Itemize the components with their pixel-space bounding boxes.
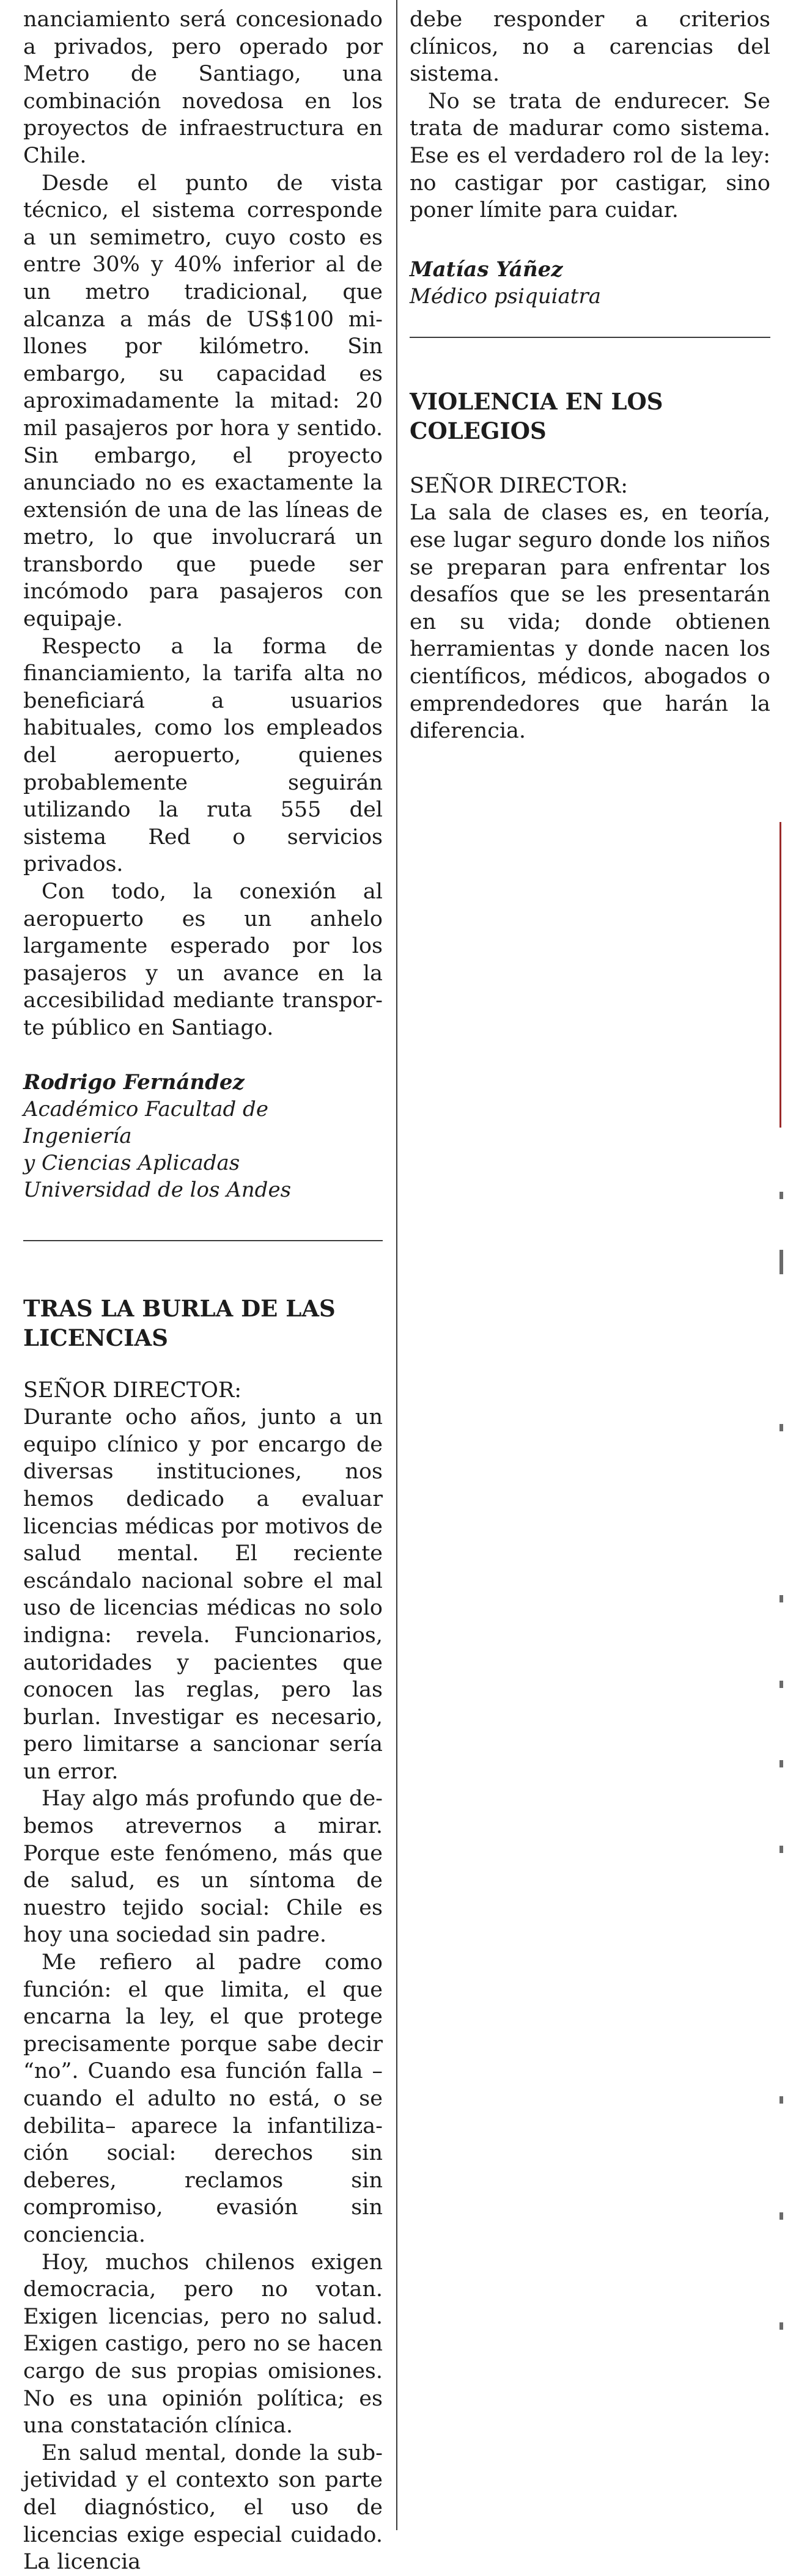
article-title: VIOLENCIA EN LOS COLEGIOS: [410, 387, 663, 444]
article-licencias-continuation: [410, 6, 770, 310]
article-airport-continuation: [23, 6, 383, 1203]
salutation: SEÑOR DIRECTOR:: [23, 1378, 242, 1403]
article-title: LICENCIAS: [23, 1324, 168, 1351]
paragraph: Hay algo más profundo que debemos atrevernos a mirar. Porque este fenómeno, más que de salud, es un síntoma de nuestro tejido social: Chile es hoy una sociedad sin padre.: [23, 1786, 383, 1948]
edge-fragment: [779, 1681, 783, 1688]
author-name: Rodrigo Fernández: [23, 1070, 245, 1095]
paragraph: La sala de clases es, en teoría, ese lugar seguro donde los niños se preparan para enfrentar los desafíos que se les presentarán en su vida; donde obtienen herramientas y donde nacen los científicos, médicos, abogados o emprendedores que harán la diferencia.: [410, 501, 770, 744]
page-edge-fragments: [779, 0, 785, 2566]
paragraph: Me refiero al padre como función: el que limita, el que encarna la ley, el que protege precisamente porque sabe decir “no”. Cuando esa función falla –cuando el adulto no está, o se debilita– aparece la infantilización social: derechos sin deberes, reclamos sin compromiso, evasión sin conciencia.: [23, 1950, 383, 2247]
article-licencias: [23, 1241, 383, 2576]
paragraph: nanciamiento será concesionado a privados, pero operado por Metro de Santiago, una combinación novedosa en los proyectos de infraestructura en Chile.: [23, 7, 383, 168]
edge-fragment: [779, 1846, 783, 1853]
paragraph: En salud mental, donde la subjetividad y el contexto son parte del diagnóstico, el uso de licencias exige especial cuidado. La licencia: [23, 2440, 383, 2575]
article-violencia: [410, 338, 770, 745]
author-affiliation: y Ciencias Aplicadas: [23, 1150, 240, 1175]
article-title: TRAS LA BURLA DE LAS: [23, 1294, 336, 1322]
author-name: Matías Yáñez: [410, 257, 563, 282]
edge-fragment: [779, 2322, 783, 2330]
edge-fragment: [779, 1192, 783, 1199]
edge-fragment: [779, 822, 781, 1128]
paragraph: Con todo, la conexión al aeropuerto es un anhelo largamente esperado por los pasajeros y un avance en la accesibilidad mediante transporte público en Santiago.: [23, 879, 383, 1040]
author-affiliation: Universidad de los Andes: [23, 1177, 292, 1202]
column-divider: [396, 0, 397, 2530]
salutation: SEÑOR DIRECTOR:: [410, 473, 628, 498]
edge-fragment: [779, 2212, 783, 2220]
edge-fragment: [779, 1424, 783, 1431]
edge-fragment: [779, 1760, 783, 1767]
paragraph: debe responder a criterios clínicos, no a carencias del sistema.: [410, 7, 770, 87]
author-affiliation: Médico psiquiatra: [410, 284, 601, 309]
paragraph: Desde el punto de vista técnico, el sistema corresponde a un semimetro, cuyo costo es entre 30% y 40% inferior al de un metro tradicional, que alcanza a más de US$100 millones por kilómetro. Sin embargo, su capacidad es aproximadamente la mitad: 20 mil pasajeros por hora y sentido. Sin embargo, el proyecto anunciado no es exactamente la extensión de una de las líneas de metro, lo que involucrará un transbordo que puede ser incómodo para pasajeros con equipaje.: [23, 171, 383, 632]
author-affiliation: Académico Facultad de Ingeniería: [23, 1096, 268, 1148]
right-column: [410, 0, 770, 745]
paragraph: Respecto a la forma de financiamiento, la tarifa alta no beneficiará a usuarios habituales, como los empleados del aeropuerto, quienes probablemente seguirán utilizando la ruta 555 del sistema Red o servicios privados.: [23, 634, 383, 877]
paragraph: Durante ocho años, junto a un equipo clínico y por encargo de diversas instituciones, nos hemos dedicado a evaluar licencias médicas por motivos de salud mental. El reciente escándalo nacional sobre el mal uso de licencias médicas no solo indigna: revela. Funcionarios, autoridades y pacientes que conocen las reglas, pero las burlan. Investigar es necesario, pero limitarse a sancionar sería un error.: [23, 1405, 383, 1784]
paragraph: No se trata de endurecer. Se trata de madurar como sistema. Ese es el verdadero rol de la ley: no castigar por castigar, sino poner límite para cuidar.: [410, 89, 770, 223]
edge-fragment: [779, 1250, 783, 1274]
paragraph: Hoy, muchos chilenos exigen democracia, pero no votan. Exigen licencias, pero no salud. Exigen castigo, pero no se hacen cargo de sus propias omisiones. No es una opinión política; es una constatación clínica.: [23, 2250, 383, 2438]
left-column: [23, 0, 383, 2576]
edge-fragment: [779, 1595, 783, 1602]
edge-fragment: [779, 2096, 783, 2104]
